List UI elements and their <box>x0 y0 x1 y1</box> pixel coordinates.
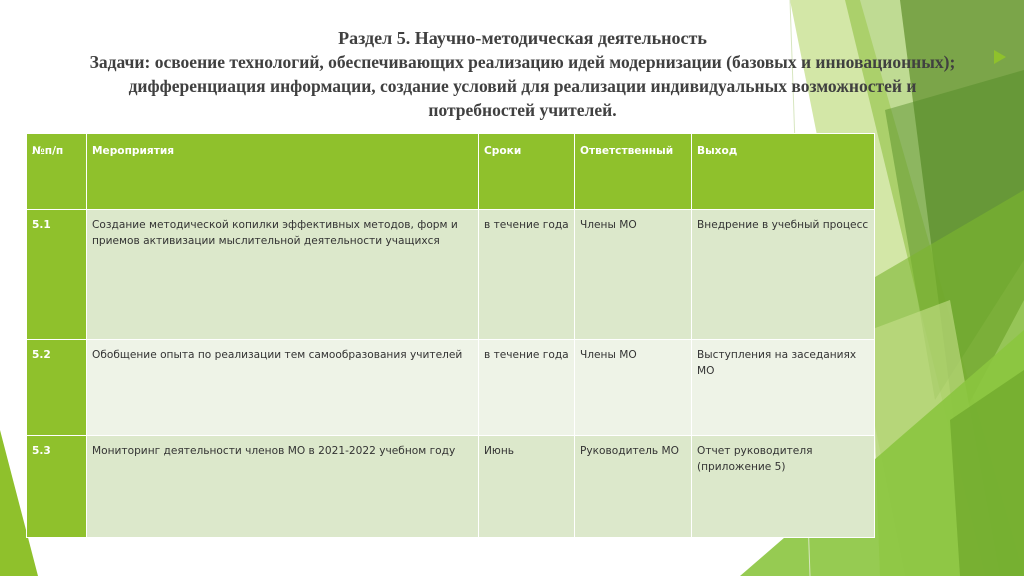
row-number: 5.1 <box>27 210 87 340</box>
header-term: Сроки <box>479 134 575 210</box>
row-number: 5.2 <box>27 340 87 436</box>
tasks-line-3: потребностей учителей. <box>428 100 617 120</box>
header-responsible: Ответственный <box>575 134 692 210</box>
table-header-row <box>27 134 875 210</box>
row-number: 5.3 <box>27 436 87 538</box>
row-responsible: Члены МО <box>575 340 692 436</box>
section-heading: Раздел 5. Научно-методическая деятельность <box>338 28 707 48</box>
activities-table <box>26 133 875 538</box>
row-responsible: Руководитель МО <box>575 436 692 538</box>
row-activity: Мониторинг деятельности членов МО в 2021-2022 учебном году <box>87 436 479 538</box>
row-activity: Обобщение опыта по реализации тем самообразования учителей <box>87 340 479 436</box>
tasks-line-1: Задачи: освоение технологий, обеспечивающих реализацию идей модернизации (базовых и инновационных); <box>89 52 956 72</box>
header-output: Выход <box>692 134 875 210</box>
row-responsible: Члены МО <box>575 210 692 340</box>
row-term: в течение года <box>479 210 575 340</box>
table-row <box>27 340 875 436</box>
header-number: №п/п <box>27 134 87 210</box>
row-output: Внедрение в учебный процесс <box>692 210 875 340</box>
slide-title <box>40 26 1005 122</box>
row-term: в течение года <box>479 340 575 436</box>
row-output: Выступления на заседаниях МО <box>692 340 875 436</box>
row-activity: Создание методической копилки эффективных методов, форм и приемов активизации мыслительной деятельности учащихся <box>87 210 479 340</box>
header-activity: Мероприятия <box>87 134 479 210</box>
table-row <box>27 436 875 538</box>
table-row <box>27 210 875 340</box>
tasks-line-2: дифференциация информации, создание условий для реализации индивидуальных возможностей и <box>128 76 917 96</box>
row-output: Отчет руководителя (приложение 5) <box>692 436 875 538</box>
row-term: Июнь <box>479 436 575 538</box>
